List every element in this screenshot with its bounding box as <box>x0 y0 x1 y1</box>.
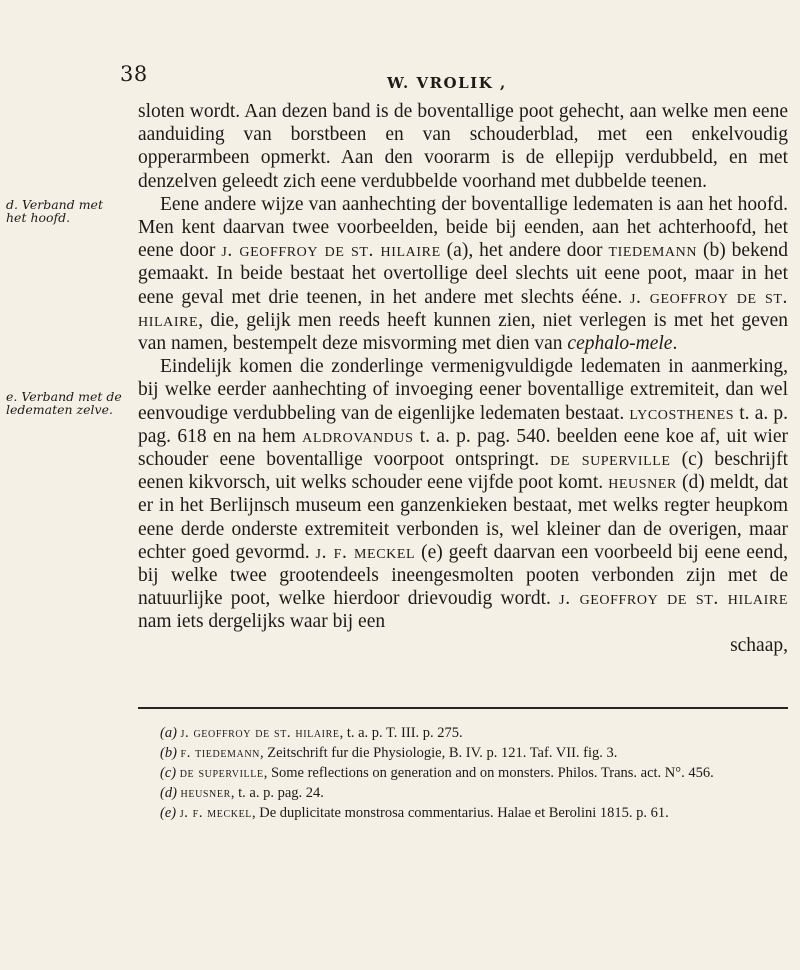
footnote-a <box>138 723 790 743</box>
author-name: aldrovandus <box>302 425 414 447</box>
page-end-word: schaap, <box>730 634 788 656</box>
footnote-mark: (a) <box>160 725 177 741</box>
text-run: (d) meldt, dat er in het Berlijnsch museum een ganzenkieken bestaat, met welks regter heupkom eene derde onderste extremiteit verbonden is, wel kleiner dan de overigen, maar echter goed gevormd. <box>138 472 789 563</box>
text-run: (c) beschrijft eenen kikvorsch, uit welks schouder eene vijfde poot komt. <box>138 449 788 494</box>
text-run: (e) geeft daarvan een voorbeeld bij eene eend, bij welke twee grootendeels ineengesmolten pooten verbonden zijn met de natuurlijke poot, welke hierdoor drievoudig wordt. <box>138 541 788 610</box>
text-run: Eindelijk komen die zonderlinge vermenigvuldigde ledematen in aanmerking, bij welke eerder aanhechting of invoeging eener boventallige extremiteit, dan wel eenvoudige verdubbeling van de eigenlijke ledematen bestaat. <box>138 356 788 424</box>
author-name: j. f. meckel <box>315 541 416 563</box>
footnote-author: j. geoffroy de st. hilaire <box>180 725 340 741</box>
footnote-e <box>138 803 790 823</box>
text-run: Eene andere wijze van aanhechting der boventallige ledematen is aan het hoofd. Men kent daarvan twee voorbeelden, beide bij eenden, aan het achterhoofd, het eene door <box>138 193 788 262</box>
footnote-text: , t. a. p. T. III. p. 275. <box>339 725 463 741</box>
author-name: j. geoffroy de st. hilaire <box>221 240 441 262</box>
footnote-mark: (c) <box>160 765 177 781</box>
margin-note-label: d. <box>6 197 18 212</box>
paragraph-3 <box>138 355 788 633</box>
text-run: . <box>672 333 678 355</box>
footnote-text: , De duplicitate monstrosa commentarius. Halae et Berolini 1815. p. 61. <box>251 805 669 821</box>
page-number: 38 <box>120 62 148 86</box>
author-name: heusner <box>608 472 677 494</box>
margin-note-label: e. <box>6 389 18 404</box>
text-run: nam iets dergelijks waar bij een <box>138 611 386 633</box>
footnote-b <box>138 743 790 763</box>
footnote-mark: (d) <box>160 785 177 801</box>
margin-note-text: Verband met de ledematen zelve. <box>6 389 122 417</box>
paragraph-1: sloten wordt. Aan dezen band is de boventallige poot gehecht, aan welke men eene aanduiding van borstbeen en van schouderblad, met een enkelvoudig opperarmbeen opmerkt. Aan den voorarm is de ellepijp verdubbeld, en met denzelven geleedt zich eene verdubbelde voorhand met dubbelde teenen. <box>138 101 788 192</box>
footnote-mark: (e) <box>160 805 177 821</box>
body-text <box>138 100 788 657</box>
footnote-author: f. tiedemann <box>180 745 260 761</box>
running-head: W. VROLIK , <box>387 74 507 92</box>
author-name: j. geoffroy de st. hilaire <box>559 588 788 610</box>
footnote-author: de superville <box>179 765 264 781</box>
author-name: tiedemann <box>608 240 698 262</box>
footnote-author: j. f. meckel <box>179 805 252 821</box>
text-run: , die, gelijk men reeds heeft kunnen zien, niet verlegen is met het geven van namen, bestempelt deze misvorming met dien van <box>138 309 788 355</box>
footnote-c <box>138 763 790 783</box>
margin-note-d <box>6 198 126 224</box>
paragraph-2 <box>138 193 788 355</box>
author-name: lycosthenes <box>629 402 735 424</box>
footnote-d <box>138 783 790 803</box>
footnote-text: , t. a. p. pag. 24. <box>230 785 324 801</box>
footnote-text: , Some reflections on generation and on monsters. Philos. Trans. act. N°. 456. <box>263 765 714 781</box>
text-run: (b) bekend gemaakt. In beide bestaat het overtollige deel slechts uit eene poot, maar in het eene geval met drie teenen, in het andere met slechts ééne. <box>138 240 788 308</box>
margin-note-e <box>6 390 126 416</box>
footnote-mark: (b) <box>160 745 177 761</box>
footnote-rule <box>138 707 788 709</box>
text-run: t. a. p. pag. 540. beelden eene koe af, uit wier schouder eene boventallige voorpoot ontspringt. <box>138 425 788 471</box>
text-run: (a), het andere door <box>440 240 609 262</box>
text-run: t. a. p. pag. 618 en na hem <box>138 402 788 447</box>
footnotes <box>138 723 790 823</box>
term: cephalo-mele <box>567 333 673 355</box>
author-name: de superville <box>550 449 671 471</box>
footnote-author: heusner <box>180 785 231 801</box>
author-name: j. geoffroy de st. hilaire <box>138 286 788 331</box>
footnote-text: , Zeitschrift fur die Physiologie, B. IV. p. 121. Taf. VII. fig. 3. <box>260 745 618 761</box>
margin-note-text: Verband met het hoofd. <box>6 197 103 225</box>
